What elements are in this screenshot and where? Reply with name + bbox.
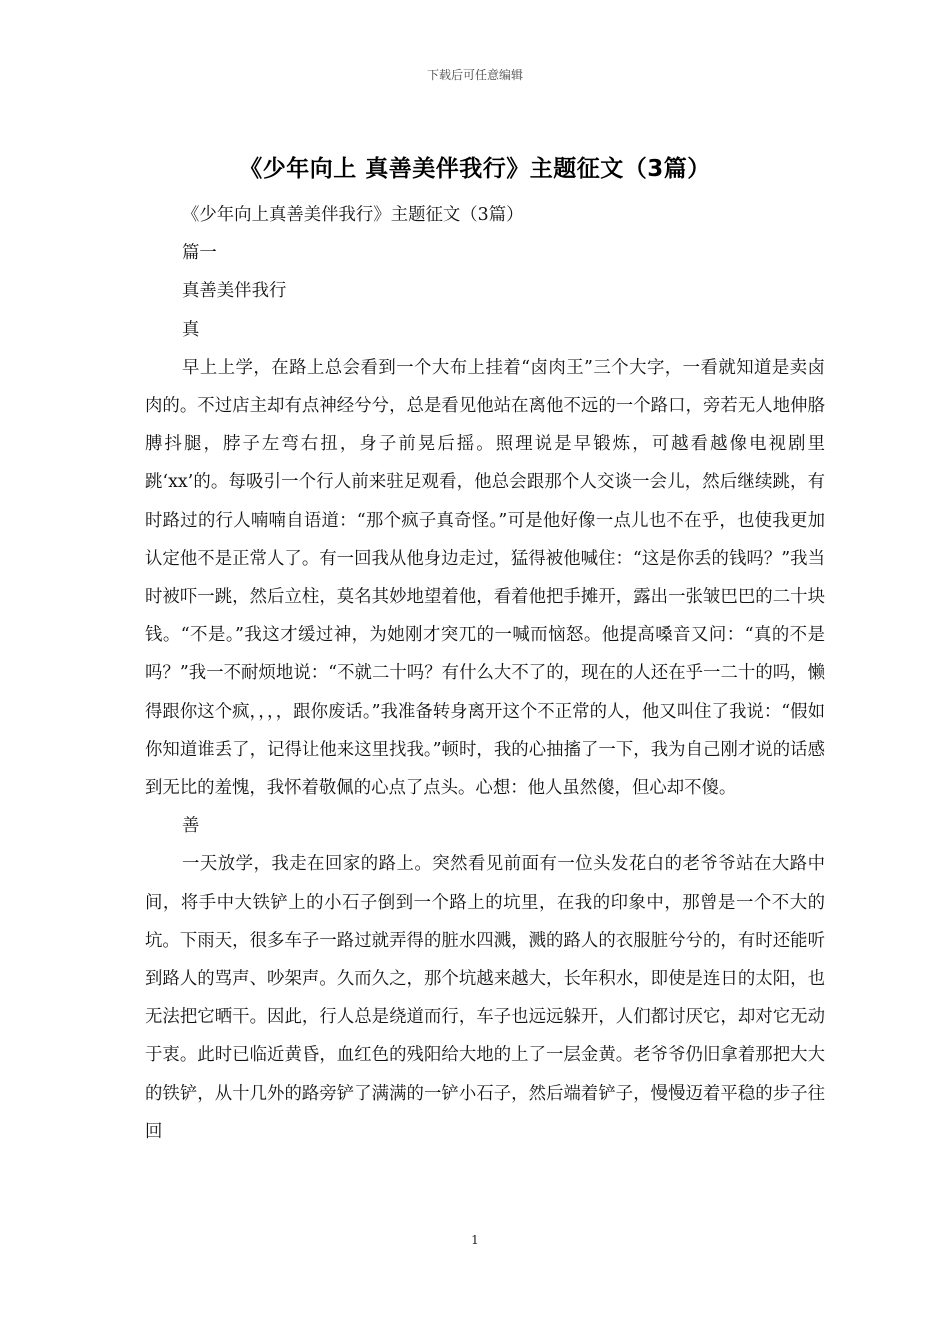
subsection-heading-shan: 善 [182,816,200,837]
document-body [145,196,825,1151]
essay-title: 真善美伴我行 [182,281,287,302]
subsection-heading-zhen: 真 [182,319,200,340]
subtitle-paragraph: 《少年向上真善美伴我行》主题征文（3篇） [182,205,524,225]
section-heading: 篇一 [182,243,217,264]
document-title: 《少年向上 真善美伴我行》主题征文（3篇） [239,156,711,182]
page-number: 1 [471,1233,479,1247]
body-paragraph: 早上上学，在路上总会看到一个大布上挂着“卤肉王”三个大字，一看就知道是卖卤肉的。不过店主却有点神经兮兮，总是看见他站在离他不远的一个路口，旁若无人地伸胳膊抖腿，脖子左弯右扭，身子前晃后摇。照理说是早锻炼，可越看越像电视剧里跳‘xx’的。每吸引一个行人前来驻足观看，他总会跟那个人交谈一会儿，然后继续跳，有时路过的行人喃喃自语道：“那个疯子真奇怪。”可是他好像一点儿也不在乎，也使我更加认定他不是正常人了。有一回我从他身边走过，猛得被他喊住：“这是你丢的钱吗？”我当时被吓一跳，然后立柱，莫名其妙地望着他，看着他把手摊开，露出一张皱巴巴的二十块钱。“不是。”我这才缓过神，为她刚才突兀的一喊而恼怒。他提高嗓音又问：“真的不是吗？”我一不耐烦地说：“不就二十吗？有什么大不了的，现在的人还在乎一二十的吗，懒得跟你这个疯，，，，跟你废话。”我准备转身离开这个不正常的人，他又叫住了我说：“假如你知道谁丢了，记得让他来这里找我。”顿时，我的心抽搐了一下，我为自己刚才说的话感到无比的羞愧，我怀着敬佩的心点了点头。心想：他人虽然傻，但心却不傻。 [145,357,825,799]
body-paragraph: 一天放学，我走在回家的路上。突然看见前面有一位头发花白的老爷爷站在大路中间，将手中大铁铲上的小石子倒到一个路上的坑里，在我的印象中，那曾是一个不大的坑。下雨天，很多车子一路过就弄得的脏水四溅，溅的路人的衣服脏兮兮的，有时还能听到路人的骂声、吵架声。久而久之，那个坑越来越大，长年积水，即使是连日的太阳，也无法把它晒干。因此，行人总是绕道而行，车子也远远躲开，人们都讨厌它，却对它无动于衷。此时已临近黄昏，血红色的残阳给大地的上了一层金黄。老爷爷仍旧拿着那把大大的铁铲，从十几外的路旁铲了满满的一铲小石子，然后端着铲子，慢慢迈着平稳的步子往回 [145,854,825,1142]
header-note: 下载后可任意编辑 [426,68,523,82]
